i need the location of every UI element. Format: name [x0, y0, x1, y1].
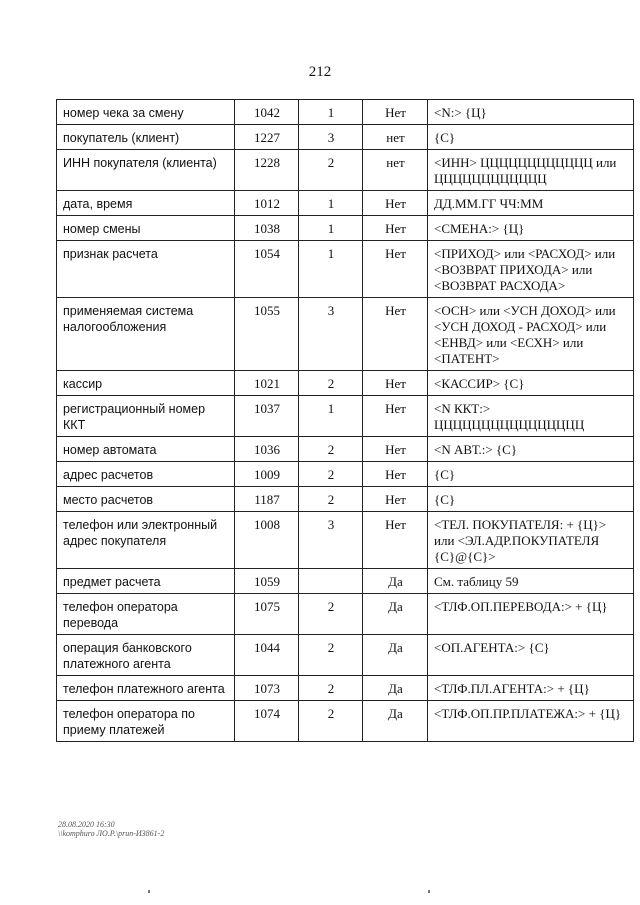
print-format-cell: ДД.ММ.ГГ ЧЧ:ММ: [428, 191, 634, 216]
print-form-cell: 2: [299, 701, 363, 742]
print-form-cell: 3: [299, 512, 363, 569]
print-form-cell: 2: [299, 594, 363, 635]
required-flag-cell: Да: [363, 701, 428, 742]
scan-mark: [148, 890, 150, 893]
print-form-cell: 1: [299, 396, 363, 437]
required-flag-cell: Нет: [363, 371, 428, 396]
requisite-name-cell: операция банковского платежного агента: [57, 635, 235, 676]
required-flag-cell: Нет: [363, 241, 428, 298]
required-flag-cell: Нет: [363, 100, 428, 125]
print-stamp-date: 28.08.2020 16:30: [58, 820, 115, 829]
print-format-cell: <ОП.АГЕНТА:> {C}: [428, 635, 634, 676]
print-form-cell: 3: [299, 298, 363, 371]
table-row: [57, 125, 634, 150]
table-row: [57, 676, 634, 701]
print-format-cell: <ТЛФ.ПЛ.АГЕНТА:> + {Ц}: [428, 676, 634, 701]
requisite-name-cell: ИНН покупателя (клиента): [57, 150, 235, 191]
tag-number-cell: 1036: [235, 437, 299, 462]
required-flag-cell: Нет: [363, 462, 428, 487]
print-form-cell: 1: [299, 191, 363, 216]
requisites-table: [56, 99, 634, 742]
tag-number-cell: 1012: [235, 191, 299, 216]
table-row: [57, 437, 634, 462]
print-form-cell: 2: [299, 371, 363, 396]
required-flag-cell: Да: [363, 569, 428, 594]
print-format-cell: {C}: [428, 125, 634, 150]
tag-number-cell: 1055: [235, 298, 299, 371]
requisite-name-cell: телефон оператора по приему платежей: [57, 701, 235, 742]
print-form-cell: 1: [299, 100, 363, 125]
print-form-cell: 1: [299, 216, 363, 241]
table-body: [57, 100, 634, 742]
requisite-name-cell: номер автомата: [57, 437, 235, 462]
print-format-cell: <N:> {Ц}: [428, 100, 634, 125]
tag-number-cell: 1042: [235, 100, 299, 125]
tag-number-cell: 1009: [235, 462, 299, 487]
required-flag-cell: нет: [363, 150, 428, 191]
print-form-cell: 1: [299, 241, 363, 298]
required-flag-cell: Нет: [363, 512, 428, 569]
table-row: [57, 241, 634, 298]
requisite-name-cell: применяемая система налогообложения: [57, 298, 235, 371]
print-form-cell: 2: [299, 635, 363, 676]
tag-number-cell: 1228: [235, 150, 299, 191]
tag-number-cell: 1037: [235, 396, 299, 437]
table-row: [57, 701, 634, 742]
requisite-name-cell: телефон или электронный адрес покупателя: [57, 512, 235, 569]
print-form-cell: 3: [299, 125, 363, 150]
print-form-cell: 2: [299, 676, 363, 701]
table-row: [57, 462, 634, 487]
print-format-cell: {C}: [428, 462, 634, 487]
print-format-cell: <КАССИР> {C}: [428, 371, 634, 396]
print-form-cell: 2: [299, 437, 363, 462]
print-format-cell: <ОСН> или <УСН ДОХОД> или <УСН ДОХОД - РАСХОД> или <ЕНВД> или <ЕСХН> или <ПАТЕНТ>: [428, 298, 634, 371]
print-format-cell: <N ККТ:> ЦЦЦЦЦЦЦЦЦЦЦЦЦЦЦЦ: [428, 396, 634, 437]
required-flag-cell: Нет: [363, 487, 428, 512]
print-format-cell: {C}: [428, 487, 634, 512]
print-format-cell: <СМЕНА:> {Ц}: [428, 216, 634, 241]
print-stamp: [58, 820, 164, 838]
print-format-cell: <ТЛФ.ОП.ПР.ПЛАТЕЖА:> + {Ц}: [428, 701, 634, 742]
requisite-name-cell: признак расчета: [57, 241, 235, 298]
tag-number-cell: 1038: [235, 216, 299, 241]
requisite-name-cell: номер чека за смену: [57, 100, 235, 125]
tag-number-cell: 1073: [235, 676, 299, 701]
table-row: [57, 216, 634, 241]
print-form-cell: [299, 569, 363, 594]
requisite-name-cell: предмет расчета: [57, 569, 235, 594]
tag-number-cell: 1074: [235, 701, 299, 742]
requisite-name-cell: дата, время: [57, 191, 235, 216]
table-row: [57, 396, 634, 437]
tag-number-cell: 1187: [235, 487, 299, 512]
page-number: 212: [308, 64, 332, 80]
tag-number-cell: 1075: [235, 594, 299, 635]
print-format-cell: <N АВТ.:> {C}: [428, 437, 634, 462]
print-form-cell: 2: [299, 487, 363, 512]
print-stamp-path: \\komphuro ЛО.Р.\prun-И3861-2: [58, 829, 165, 838]
tag-number-cell: 1021: [235, 371, 299, 396]
tag-number-cell: 1227: [235, 125, 299, 150]
requisite-name-cell: телефон платежного агента: [57, 676, 235, 701]
required-flag-cell: Нет: [363, 216, 428, 241]
required-flag-cell: Нет: [363, 298, 428, 371]
requisite-name-cell: регистрационный номер ККТ: [57, 396, 235, 437]
table-row: [57, 569, 634, 594]
tag-number-cell: 1054: [235, 241, 299, 298]
required-flag-cell: нет: [363, 125, 428, 150]
required-flag-cell: Да: [363, 635, 428, 676]
requisite-name-cell: телефон оператора перевода: [57, 594, 235, 635]
tag-number-cell: 1044: [235, 635, 299, 676]
tag-number-cell: 1059: [235, 569, 299, 594]
table-row: [57, 100, 634, 125]
required-flag-cell: Нет: [363, 437, 428, 462]
requisite-name-cell: номер смены: [57, 216, 235, 241]
tag-number-cell: 1008: [235, 512, 299, 569]
table-row: [57, 371, 634, 396]
table-row: [57, 594, 634, 635]
print-format-cell: <ПРИХОД> или <РАСХОД> или <ВОЗВРАТ ПРИХОДА> или <ВОЗВРАТ РАСХОДА>: [428, 241, 634, 298]
requisite-name-cell: место расчетов: [57, 487, 235, 512]
required-flag-cell: Да: [363, 676, 428, 701]
required-flag-cell: Да: [363, 594, 428, 635]
table-row: [57, 150, 634, 191]
print-format-cell: <ИНН> ЦЦЦЦЦЦЦЦЦЦЦЦ или ЦЦЦЦЦЦЦЦЦЦЦЦ: [428, 150, 634, 191]
print-format-cell: <ТЛФ.ОП.ПЕРЕВОДА:> + {Ц}: [428, 594, 634, 635]
table-row: [57, 487, 634, 512]
table-row: [57, 298, 634, 371]
print-format-cell: <ТЕЛ. ПОКУПАТЕЛЯ: + {Ц}> или <ЭЛ.АДР.ПОКУПАТЕЛЯ {C}@{C}>: [428, 512, 634, 569]
scan-mark: [428, 890, 430, 893]
table-row: [57, 635, 634, 676]
print-form-cell: 2: [299, 150, 363, 191]
print-form-cell: 2: [299, 462, 363, 487]
requisite-name-cell: адрес расчетов: [57, 462, 235, 487]
table-row: [57, 191, 634, 216]
required-flag-cell: Нет: [363, 396, 428, 437]
required-flag-cell: Нет: [363, 191, 428, 216]
table-row: [57, 512, 634, 569]
requisite-name-cell: кассир: [57, 371, 235, 396]
requisite-name-cell: покупатель (клиент): [57, 125, 235, 150]
print-format-cell: См. таблицу 59: [428, 569, 634, 594]
